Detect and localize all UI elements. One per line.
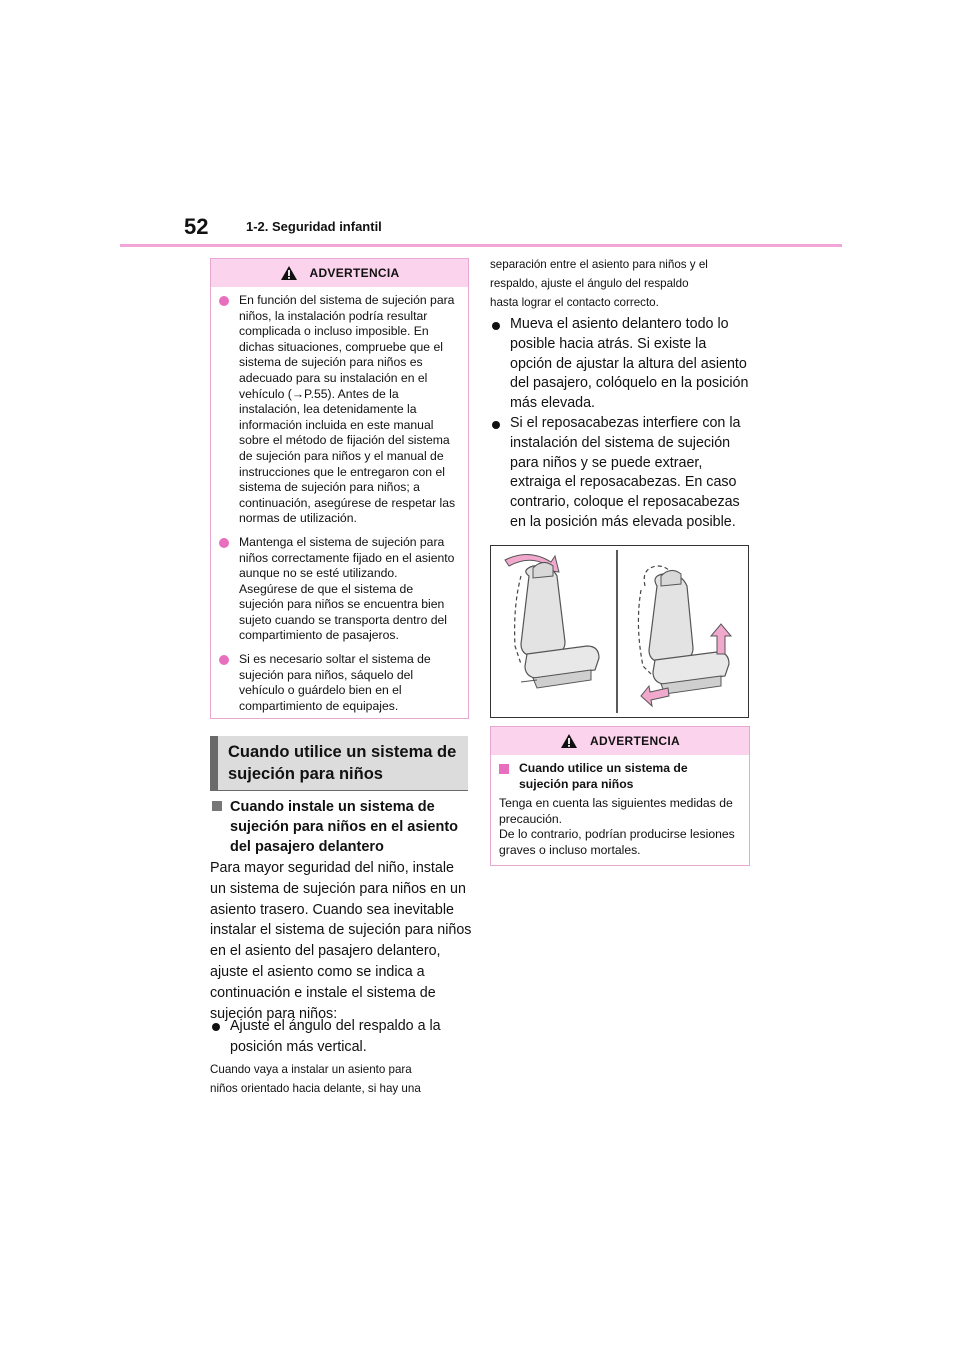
bullet-text: Mueva el asiento delantero todo lo posible hacia atrás. Si existe la opción de ajustar la altura del asiento del pasajero, colóquelo en la posición más elevada. <box>510 316 749 412</box>
note-line: niños orientado hacia delante, si hay una <box>210 1082 421 1095</box>
bullet-dot-icon <box>492 322 500 330</box>
up-arrow-icon <box>711 624 731 654</box>
warning-item <box>219 652 458 714</box>
warning-subhead-text: Cuando utilice un sistema de sujeción para niños <box>519 761 688 791</box>
warning-item <box>219 535 458 644</box>
section-heading: Cuando utilice un sistema de sujeción para niños <box>210 736 468 790</box>
warning-subhead <box>499 761 739 792</box>
body-paragraph: Para mayor seguridad del niño, instale un sistema de sujeción para niños en un asiento trasero. Cuando sea inevitable instalar el sistema de sujeción para niños en el asiento del pasajero delantero, ajuste el asiento como se indica a continuación e instale el sistema de sujeción para niños: <box>210 860 472 1022</box>
warning-item-text: Si es necesario soltar el sistema de sujeción para niños, sáquelo del vehículo o guárdelo bien en el compartimiento de equipajes. <box>239 652 431 713</box>
bullet-item <box>492 315 750 414</box>
bullet-icon <box>219 538 229 548</box>
warning-item-text: Mantenga el sistema de sujeción para niños correctamente fijado en el asiento aunque no se esté utilizando. Asegúrese de que el sistema de sujeción para niños se encuentra bien sujeto cuando se transporta dentro del compartimiento de pasajeros. <box>239 534 455 643</box>
bullet-icon <box>219 296 229 306</box>
note-line: separación entre el asiento para niños y el <box>490 258 708 271</box>
square-bullet-icon <box>212 801 222 811</box>
bullet-text: Ajuste el ángulo del respaldo a la posición más vertical. <box>230 1018 441 1055</box>
seat-adjustment-illustration <box>490 545 749 718</box>
note-line: hasta lograr el contacto correcto. <box>490 296 659 309</box>
bullet-item <box>492 414 750 533</box>
warning-title: ADVERTENCIA <box>590 734 680 748</box>
seat-illustration-svg <box>491 546 748 717</box>
bullet-text: Si el reposacabezas interfiere con la instalación del sistema de sujeción para niños y se puede extraer, extraiga el reposacabezas. En caso contrario, coloque el reposacabezas en la posición más elevada posible. <box>510 415 741 530</box>
warning-box <box>210 258 469 719</box>
header-rule <box>120 244 842 247</box>
note-line: respaldo, ajuste el ángulo del respaldo <box>490 277 689 290</box>
note-line: Cuando vaya a instalar un asiento para <box>210 1063 412 1076</box>
warning-triangle-icon <box>560 733 578 749</box>
page-number: 52 <box>184 214 209 239</box>
warning-box <box>490 726 750 866</box>
warning-header <box>211 259 468 287</box>
backward-arrow-icon <box>641 686 669 706</box>
warning-triangle-icon <box>280 265 298 281</box>
bullet-item <box>212 1016 470 1058</box>
bullet-dot-icon <box>492 421 500 429</box>
warning-item <box>219 293 458 527</box>
warning-header <box>491 727 749 755</box>
heading-underline <box>210 790 468 791</box>
warning-item-text: En función del sistema de sujeción para niños, la instalación podría resultar complicada o incluso imposible. En dichas situaciones, compruebe que el sistema de sujeción para niños es adecuado para su instalación en el vehículo (→P.55). Antes de la instalación, lea detenidamente la información incluida en este manual sobre el método de fijación del sistema de sujeción para niños y el manual de instrucciones que le entregaron con el sistema de sujeción para niños; a continuación, asegúrese de respetar las normas de utilización. <box>239 293 456 526</box>
subheading-text: Cuando instale un sistema de sujeción para niños en el asiento del pasajero delantero <box>230 799 459 855</box>
warning-text: Tenga en cuenta las siguientes medidas de precaución. De lo contrario, podrían producirse lesiones graves o incluso mortales. <box>499 796 735 857</box>
square-bullet-icon <box>499 764 509 774</box>
bullet-icon <box>219 655 229 665</box>
section-title: 1-2. Seguridad infantil <box>246 219 382 234</box>
warning-title: ADVERTENCIA <box>309 266 400 280</box>
subheading <box>212 797 468 857</box>
bullet-dot-icon <box>212 1023 220 1031</box>
